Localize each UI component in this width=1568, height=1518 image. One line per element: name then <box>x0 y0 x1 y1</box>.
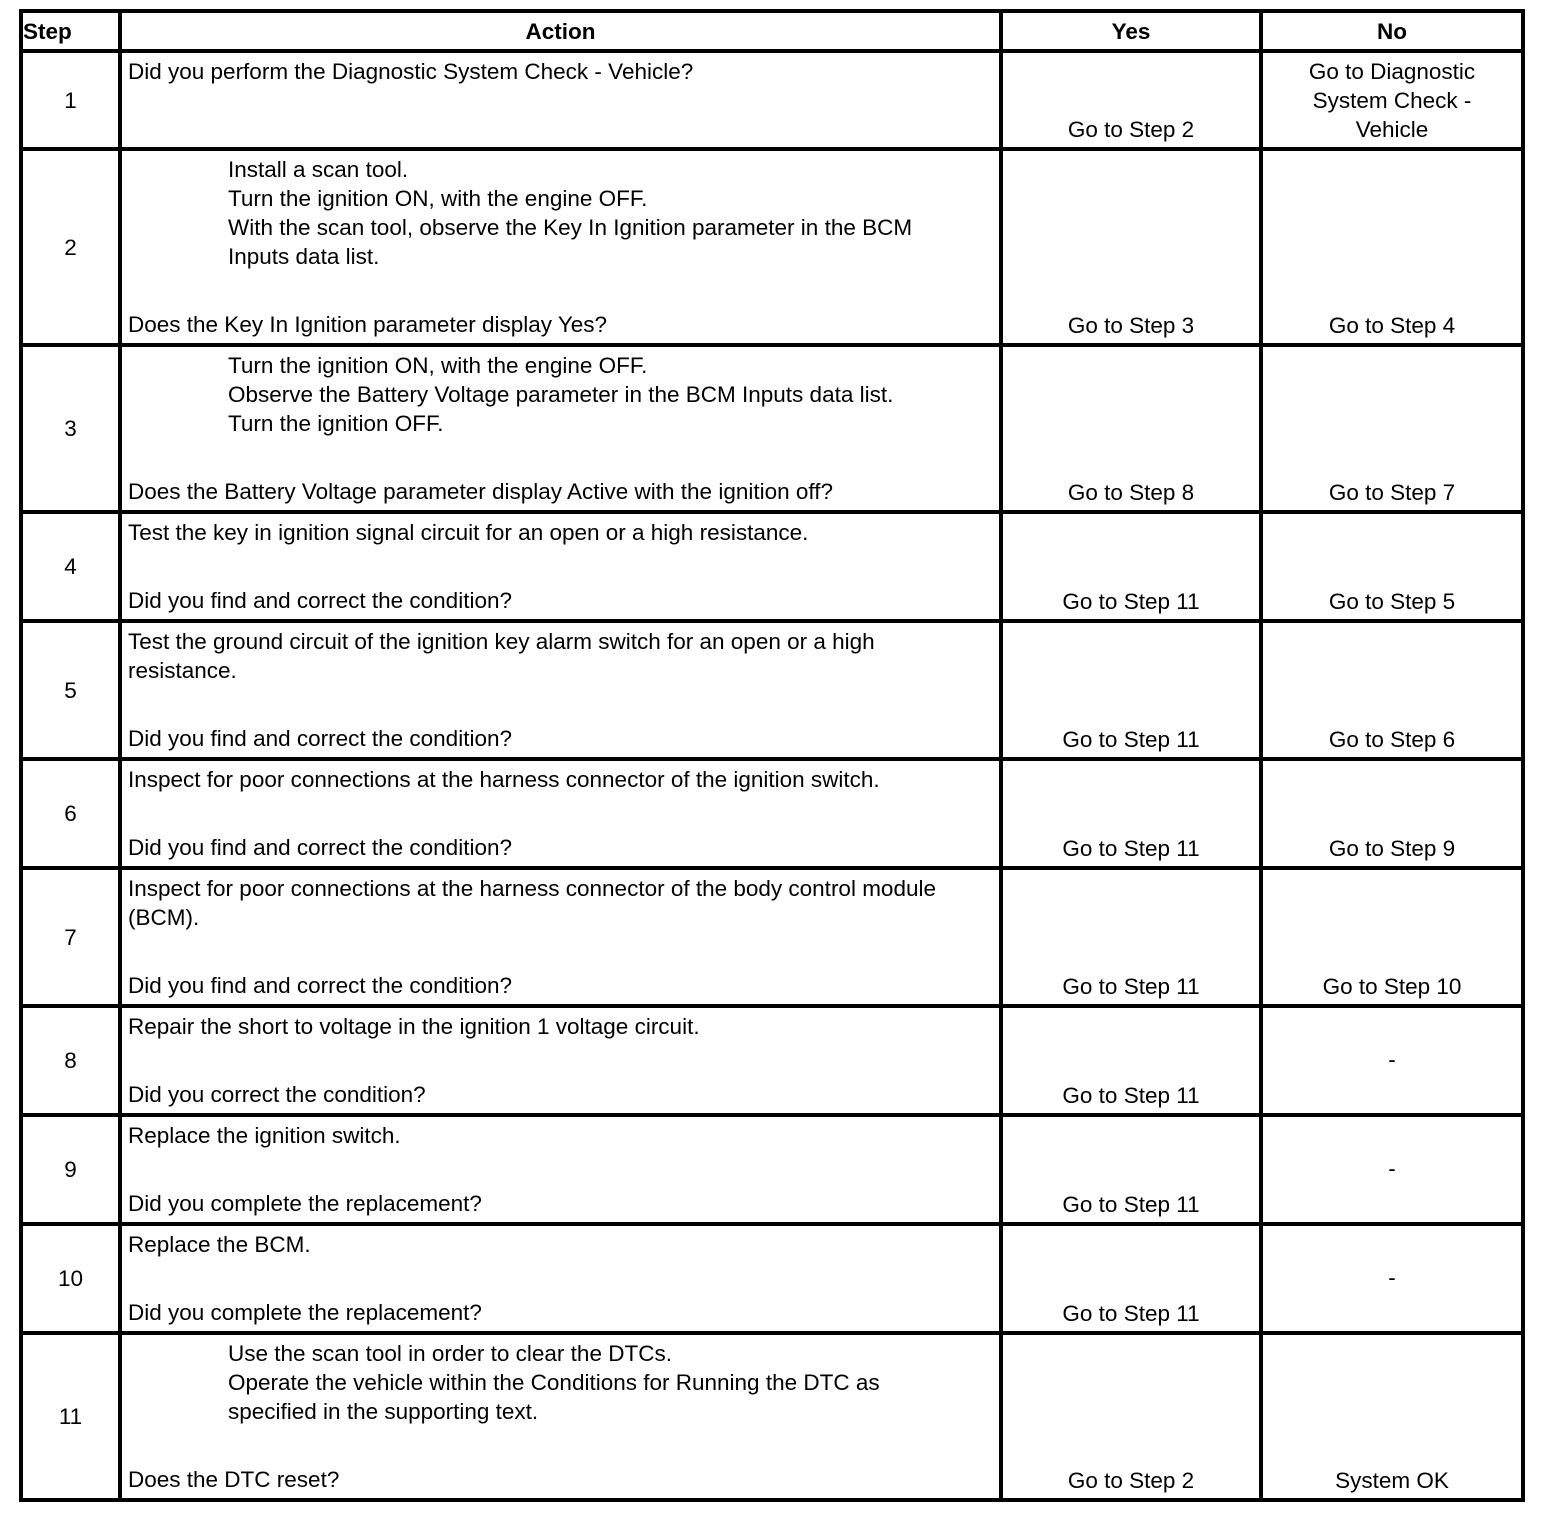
action-cell <box>120 345 1001 512</box>
table-row <box>21 149 1523 345</box>
step-number: 5 <box>21 621 120 759</box>
no-result: Go to Step 5 <box>1261 512 1523 621</box>
step-number: 11 <box>21 1333 120 1500</box>
step-number: 4 <box>21 512 120 621</box>
question-text: Did you find and correct the condition? <box>128 973 512 998</box>
table-row <box>21 759 1523 868</box>
action-cell <box>120 512 1001 621</box>
table-row <box>21 512 1523 621</box>
procedure-item: Turn the ignition ON, with the engine OFF. <box>228 186 648 211</box>
no-result: Go to Step 9 <box>1261 759 1523 868</box>
action-cell <box>120 621 1001 759</box>
question-text: Did you find and correct the condition? <box>128 588 512 613</box>
step-number: 7 <box>21 868 120 1006</box>
action-cell <box>120 1333 1001 1500</box>
table-row <box>21 1224 1523 1333</box>
action-cell <box>120 149 1001 345</box>
question-text: Did you complete the replacement? <box>128 1191 482 1216</box>
yes-result: Go to Step 11 <box>1001 1115 1261 1224</box>
action-cell <box>120 1115 1001 1224</box>
action-cell <box>120 868 1001 1006</box>
table-row <box>21 1333 1523 1500</box>
yes-result: Go to Step 2 <box>1001 1333 1261 1500</box>
action-text: Repair the short to voltage in the ignition 1 voltage circuit. <box>128 1014 700 1039</box>
yes-result: Go to Step 11 <box>1001 512 1261 621</box>
action-text: Test the key in ignition signal circuit for an open or a high resistance. <box>128 520 809 545</box>
procedure-list <box>128 155 993 271</box>
step-number: 10 <box>21 1224 120 1333</box>
no-result: Go to Step 10 <box>1261 868 1523 1006</box>
action-text: Replace the BCM. <box>128 1232 311 1257</box>
action-cell <box>120 1224 1001 1333</box>
yes-result: Go to Step 11 <box>1001 868 1261 1006</box>
action-text: Inspect for poor connections at the harness connector of the ignition switch. <box>128 767 880 792</box>
action-text: Did you perform the Diagnostic System Check - Vehicle? <box>128 59 694 84</box>
no-result: - <box>1261 1224 1523 1333</box>
no-result <box>1261 51 1523 149</box>
no-result: Go to Step 6 <box>1261 621 1523 759</box>
step-number: 9 <box>21 1115 120 1224</box>
question-text: Did you find and correct the condition? <box>128 726 512 751</box>
header-yes: Yes <box>1001 11 1261 51</box>
table-row <box>21 1006 1523 1115</box>
table-row <box>21 1115 1523 1224</box>
procedure-item: specified in the supporting text. <box>228 1399 539 1424</box>
action-text: Inspect for poor connections at the harness connector of the body control module (BCM). <box>128 876 936 930</box>
table-row <box>21 868 1523 1006</box>
yes-result: Go to Step 8 <box>1001 345 1261 512</box>
diagnostic-table <box>19 9 1525 1502</box>
procedure-list <box>128 1339 993 1426</box>
action-cell <box>120 51 1001 149</box>
yes-result: Go to Step 3 <box>1001 149 1261 345</box>
question-text: Did you find and correct the condition? <box>128 835 512 860</box>
table-row <box>21 345 1523 512</box>
action-cell <box>120 1006 1001 1115</box>
step-number: 3 <box>21 345 120 512</box>
question-text: Did you correct the condition? <box>128 1082 426 1107</box>
yes-result: Go to Step 2 <box>1001 51 1261 149</box>
procedure-item: With the scan tool, observe the Key In Ignition parameter in the BCM <box>228 215 913 240</box>
action-text: Test the ground circuit of the ignition key alarm switch for an open or a high resistance. <box>128 629 875 683</box>
action-text: Replace the ignition switch. <box>128 1123 401 1148</box>
question-text: Does the DTC reset? <box>128 1467 340 1492</box>
yes-result: Go to Step 11 <box>1001 1224 1261 1333</box>
no-result: - <box>1261 1006 1523 1115</box>
header-no: No <box>1261 11 1523 51</box>
yes-result: Go to Step 11 <box>1001 759 1261 868</box>
header-step: Step <box>21 11 120 51</box>
procedure-item: Use the scan tool in order to clear the DTCs. <box>228 1341 672 1366</box>
action-cell <box>120 759 1001 868</box>
step-number: 8 <box>21 1006 120 1115</box>
no-result-text: Go to Diagnostic System Check - Vehicle <box>1308 59 1476 142</box>
procedure-item: Operate the vehicle within the Conditions for Running the DTC as <box>228 1370 880 1395</box>
question-text: Did you complete the replacement? <box>128 1300 482 1325</box>
no-result: - <box>1261 1115 1523 1224</box>
table-row <box>21 51 1523 149</box>
step-number: 2 <box>21 149 120 345</box>
procedure-item: Turn the ignition OFF. <box>228 411 444 436</box>
question-text: Does the Key In Ignition parameter display Yes? <box>128 312 608 337</box>
table-row <box>21 621 1523 759</box>
procedure-list <box>128 351 993 438</box>
no-result: System OK <box>1261 1333 1523 1500</box>
procedure-item: Install a scan tool. <box>228 157 409 182</box>
header-row <box>21 11 1523 51</box>
procedure-item: Inputs data list. <box>228 244 380 269</box>
step-number: 6 <box>21 759 120 868</box>
procedure-item: Observe the Battery Voltage parameter in the BCM Inputs data list. <box>228 382 894 407</box>
yes-result: Go to Step 11 <box>1001 621 1261 759</box>
header-action: Action <box>120 11 1001 51</box>
step-number: 1 <box>21 51 120 149</box>
no-result: Go to Step 7 <box>1261 345 1523 512</box>
question-text: Does the Battery Voltage parameter display Active with the ignition off? <box>128 479 833 504</box>
yes-result: Go to Step 11 <box>1001 1006 1261 1115</box>
no-result: Go to Step 4 <box>1261 149 1523 345</box>
procedure-item: Turn the ignition ON, with the engine OFF. <box>228 353 648 378</box>
